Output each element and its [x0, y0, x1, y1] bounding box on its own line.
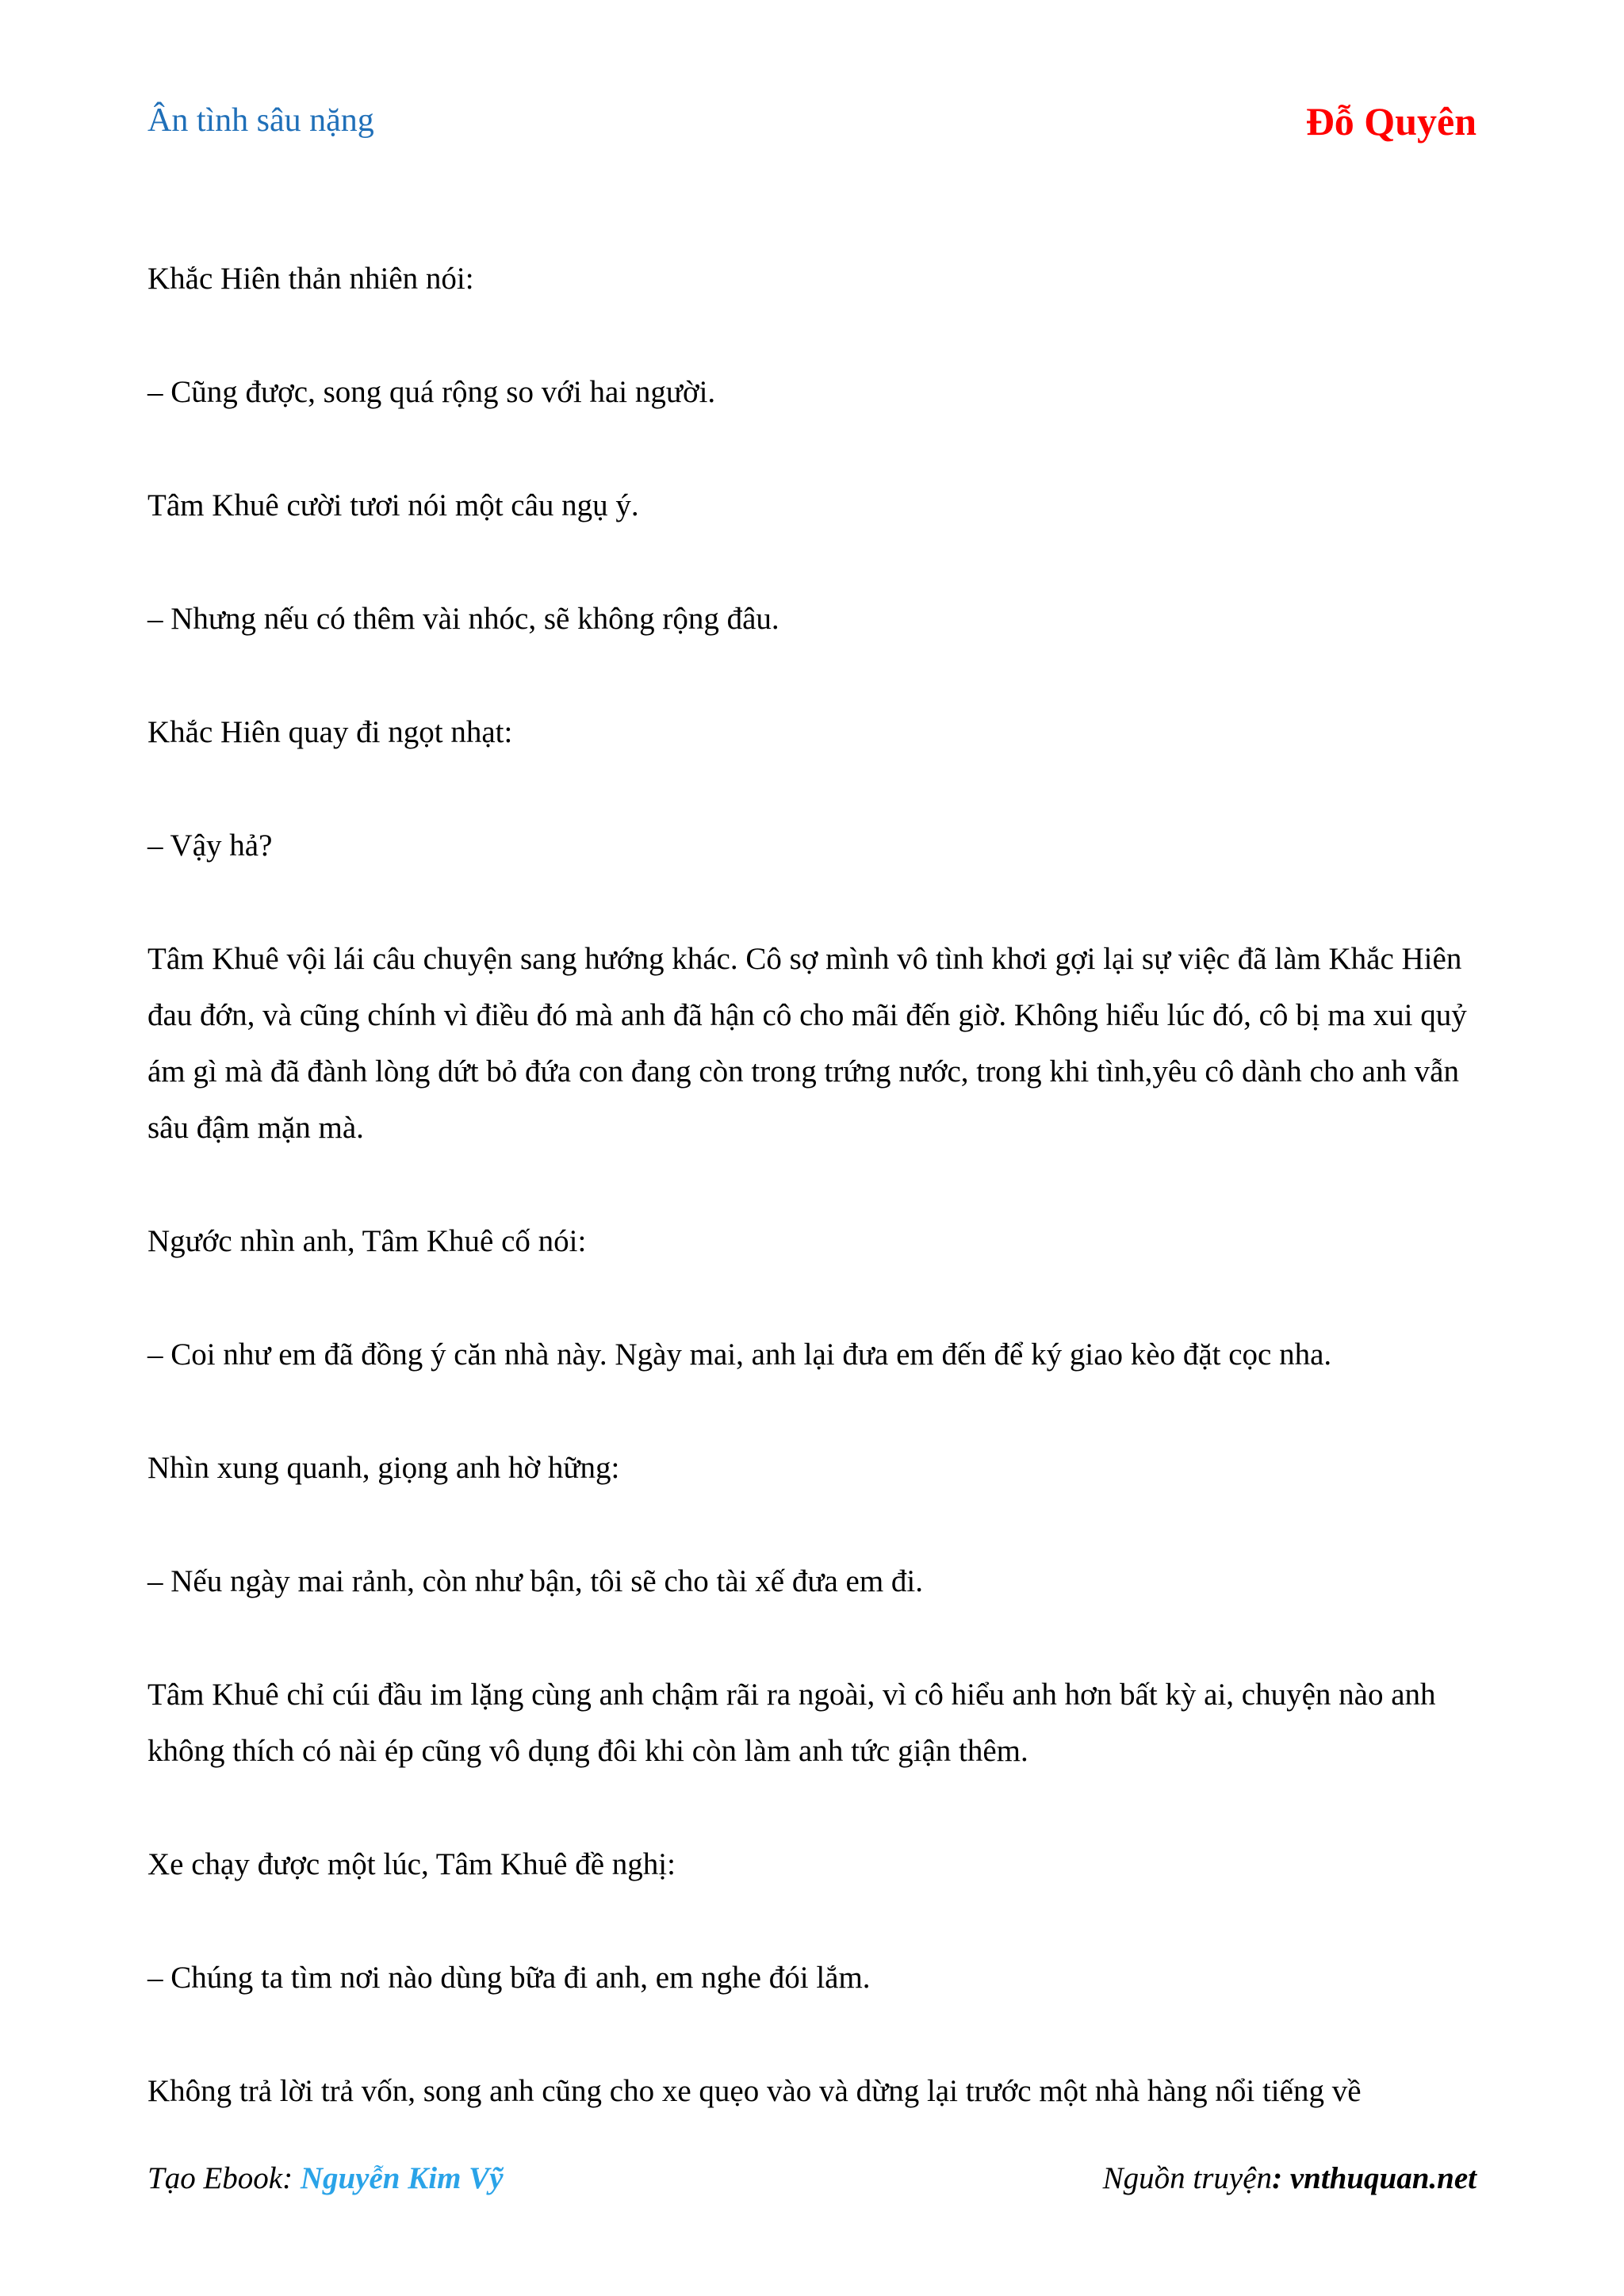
page-header: [147, 101, 1477, 157]
source-label: Nguồn truyện: [1102, 2161, 1273, 2195]
ebook-credit: [147, 2160, 504, 2196]
paragraph: – Coi như em đã đồng ý căn nhà này. Ngày mai, anh lại đưa em đến để ký giao kèo đặt cọc nha.: [147, 1337, 1332, 1372]
paragraph: Tâm Khuê chỉ cúi đầu im lặng cùng anh chậm rãi ra ngoài, vì cô hiểu anh hơn bất kỳ ai, chuyện nào anh không thích có nài ép cũng vô dụng đôi khi còn làm anh tức giận thêm.: [147, 1678, 1436, 1768]
book-title: Ân tình sâu nặng: [147, 102, 374, 139]
paragraph: – Nhưng nếu có thêm vài nhóc, sẽ không rộng đâu.: [147, 602, 779, 636]
paragraph: Xe chạy được một lúc, Tâm Khuê đề nghị:: [147, 1847, 676, 1881]
paragraph: – Chúng ta tìm nơi nào dùng bữa đi anh, em nghe đói lắm.: [147, 1961, 871, 1995]
source-separator: :: [1272, 2161, 1283, 2195]
paragraph: Tâm Khuê vội lái câu chuyện sang hướng khác. Cô sợ mình vô tình khơi gợi lại sự việc đã làm Khắc Hiên đau đớn, và cũng chính vì điều đó mà anh đã hận cô cho mãi đến giờ. Không hiểu lúc đó, cô bị ma xui quỷ ám gì mà đã đành lòng dứt bỏ đứa con đang còn trong trứng nước, trong khi tình,yêu cô dành cho anh vẫn sâu đậm mặn mà.: [147, 942, 1467, 1145]
source-credit: [1103, 2160, 1477, 2196]
source-site: vnthuquan.net: [1289, 2161, 1477, 2195]
paragraph: Ngước nhìn anh, Tâm Khuê cố nói:: [147, 1224, 587, 1258]
paragraph: Tâm Khuê cười tươi nói một câu ngụ ý.: [147, 488, 639, 522]
ebook-label: Tạo Ebook: [147, 2161, 283, 2195]
ebook-creator-name: Nguyễn Kim Vỹ: [300, 2161, 504, 2195]
paragraph: Khắc Hiên thản nhiên nói:: [147, 262, 474, 296]
paragraph: – Cũng được, song quá rộng so với hai người.: [147, 375, 716, 409]
paragraph: Nhìn xung quanh, giọng anh hờ hững:: [147, 1451, 620, 1485]
page-body: [147, 251, 1477, 2176]
paragraph: Không trả lời trả vốn, song anh cũng cho xe quẹo vào và dừng lại trước một nhà hàng nổi tiếng về: [147, 2074, 1362, 2108]
ebook-separator: :: [282, 2161, 293, 2195]
author-name: Đỗ Quyên: [1305, 99, 1477, 144]
paragraph: Khắc Hiên quay đi ngọt nhạt:: [147, 715, 513, 749]
paragraph: – Nếu ngày mai rảnh, còn như bận, tôi sẽ cho tài xế đưa em đi.: [147, 1564, 924, 1598]
page-footer: [147, 2160, 1477, 2208]
paragraph: – Vậy hả?: [147, 828, 273, 863]
